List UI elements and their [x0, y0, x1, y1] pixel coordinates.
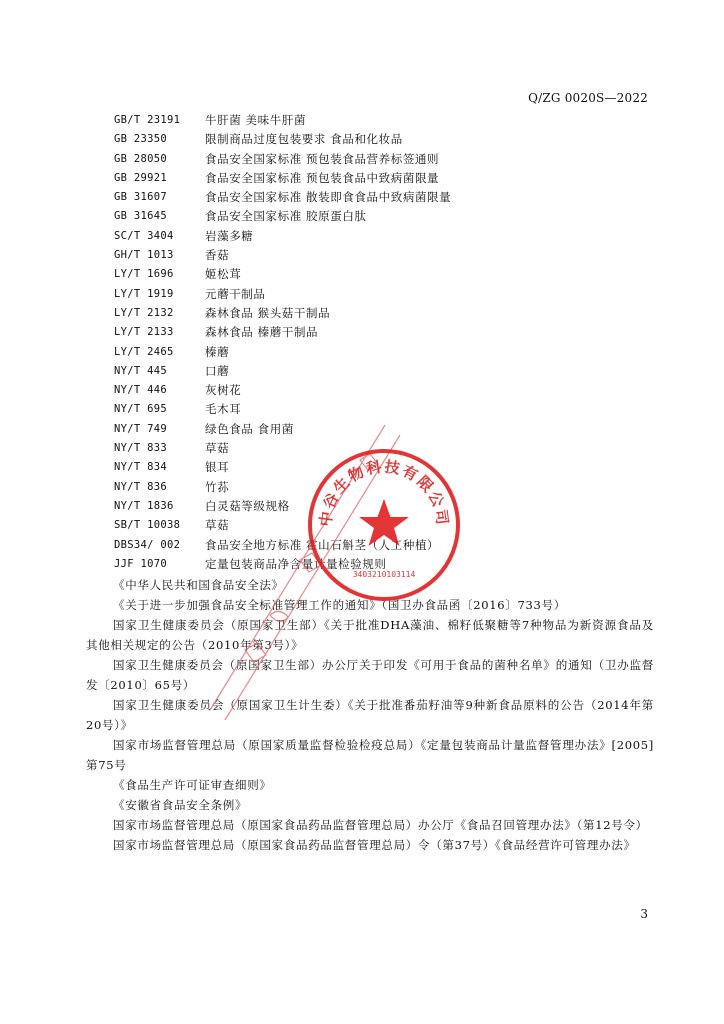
standard-name: 食品安全国家标准 预包装食品中致病菌限量	[205, 170, 440, 185]
standard-code: GB/T 23191	[114, 114, 181, 126]
standard-code: GB 29921	[114, 171, 167, 184]
regulations-list	[86, 575, 654, 855]
standard-code: NY/T 445	[114, 364, 167, 377]
standard-name: 姬松茸	[205, 267, 242, 282]
standard-code: NY/T 1836	[114, 499, 174, 512]
standard-name: 灰树花	[205, 383, 242, 398]
regulation-item: 《关于进一步加强食品安全标准管理工作的通知》（国卫办食品函〔2016〕733号）	[113, 598, 566, 612]
standard-name: 毛木耳	[205, 402, 242, 417]
standard-code: NY/T 836	[114, 480, 167, 493]
standard-code: LY/T 2465	[114, 345, 174, 358]
page-number: 3	[640, 907, 648, 921]
standard-name: 食品安全国家标准 胶原蛋白肽	[205, 209, 367, 224]
standard-name: 银耳	[205, 460, 230, 475]
standard-name: 绿色食品 食用菌	[205, 421, 294, 436]
standard-name: 元蘑干制品	[205, 286, 266, 301]
standard-name: 草菇	[205, 518, 230, 533]
standard-code: NY/T 833	[114, 442, 167, 455]
seal-company-name: 中谷生物科技有限公司	[316, 457, 452, 528]
seal-number: 3403210103114	[352, 570, 416, 579]
document-code: Q/ZG 0020S—2022	[528, 91, 648, 105]
standard-code: NY/T 749	[114, 422, 167, 435]
regulation-item: 《食品生产许可证审查细则》	[113, 778, 272, 792]
standard-code: SC/T 3404	[114, 229, 174, 242]
regulation-item: 国家卫生健康委员会（原国家卫生部）办公厅关于印发《可用于食品的菌种名单》的通知（卫办监督发〔2010〕65号）	[86, 658, 654, 692]
standard-code: NY/T 695	[114, 403, 167, 416]
regulation-item: 国家卫生健康委员会（原国家卫生计生委）《关于批准番茄籽油等9种新食品原料的公告（2014年第20号）》	[86, 698, 654, 732]
standard-code: GB 28050	[114, 152, 167, 165]
regulation-item: 《安徽省食品安全条例》	[113, 798, 248, 812]
standard-name: 口蘑	[205, 363, 230, 378]
standard-code: GH/T 1013	[114, 249, 174, 262]
standard-code: GB 31645	[114, 210, 167, 223]
standard-name: 森林食品 猴头菇干制品	[205, 305, 331, 320]
standard-code: JJF 1070	[114, 557, 167, 570]
standard-name: 食品安全地方标准 霍山石斛茎（人工种植）	[205, 537, 440, 552]
regulation-item: 国家卫生健康委员会（原国家卫生部）《关于批准DHA藻油、棉籽低聚糖等7种物品为新资源食品及其他相关规定的公告（2010年第3号）》	[86, 618, 654, 652]
standard-code: LY/T 2133	[114, 326, 174, 339]
standard-code: LY/T 2132	[114, 306, 174, 319]
standard-name: 限制商品过度包装要求 食品和化妆品	[205, 132, 403, 147]
standard-code: SB/T 10038	[114, 519, 181, 532]
standard-code: LY/T 1919	[114, 287, 174, 300]
standard-name: 定量包装商品净含量计量检验规则	[205, 556, 387, 571]
standard-name: 白灵菇等级规格	[205, 498, 290, 513]
standard-name: 食品安全国家标准 散装即食食品中致病菌限量	[205, 190, 452, 205]
regulation-item: 国家市场监督管理总局（原国家质量监督检验检疫总局）《定量包装商品计量监督管理办法》[2005]第75号	[86, 738, 654, 772]
standard-code: GB 23350	[114, 133, 167, 146]
standard-name: 竹荪	[205, 479, 230, 494]
standard-name: 岩藻多糖	[205, 228, 254, 243]
standard-code: DBS34/ 002	[114, 538, 181, 551]
standard-name: 森林食品 榛蘑干制品	[205, 325, 319, 340]
standard-name: 草菇	[205, 441, 230, 456]
standard-code: GB 31607	[114, 191, 167, 204]
company-seal	[304, 445, 464, 605]
regulation-item: 《中华人民共和国食品安全法》	[113, 578, 284, 592]
standard-code: NY/T 446	[114, 384, 167, 397]
standard-name: 食品安全国家标准 预包装食品营养标签通则	[205, 151, 440, 166]
regulation-item: 国家市场监督管理总局（原国家食品药品监督管理总局）令（第37号）《食品经营许可管理办法》	[113, 838, 636, 852]
standard-name: 牛肝菌 美味牛肝菌	[205, 113, 307, 127]
regulation-item: 国家市场监督管理总局（原国家食品药品监督管理总局）办公厅《食品召回管理办法》（第12号令）	[113, 818, 648, 832]
standard-name: 榛蘑	[205, 344, 230, 359]
standard-code: NY/T 834	[114, 461, 167, 474]
standard-name: 香菇	[205, 248, 230, 263]
standard-code: LY/T 1696	[114, 268, 174, 281]
